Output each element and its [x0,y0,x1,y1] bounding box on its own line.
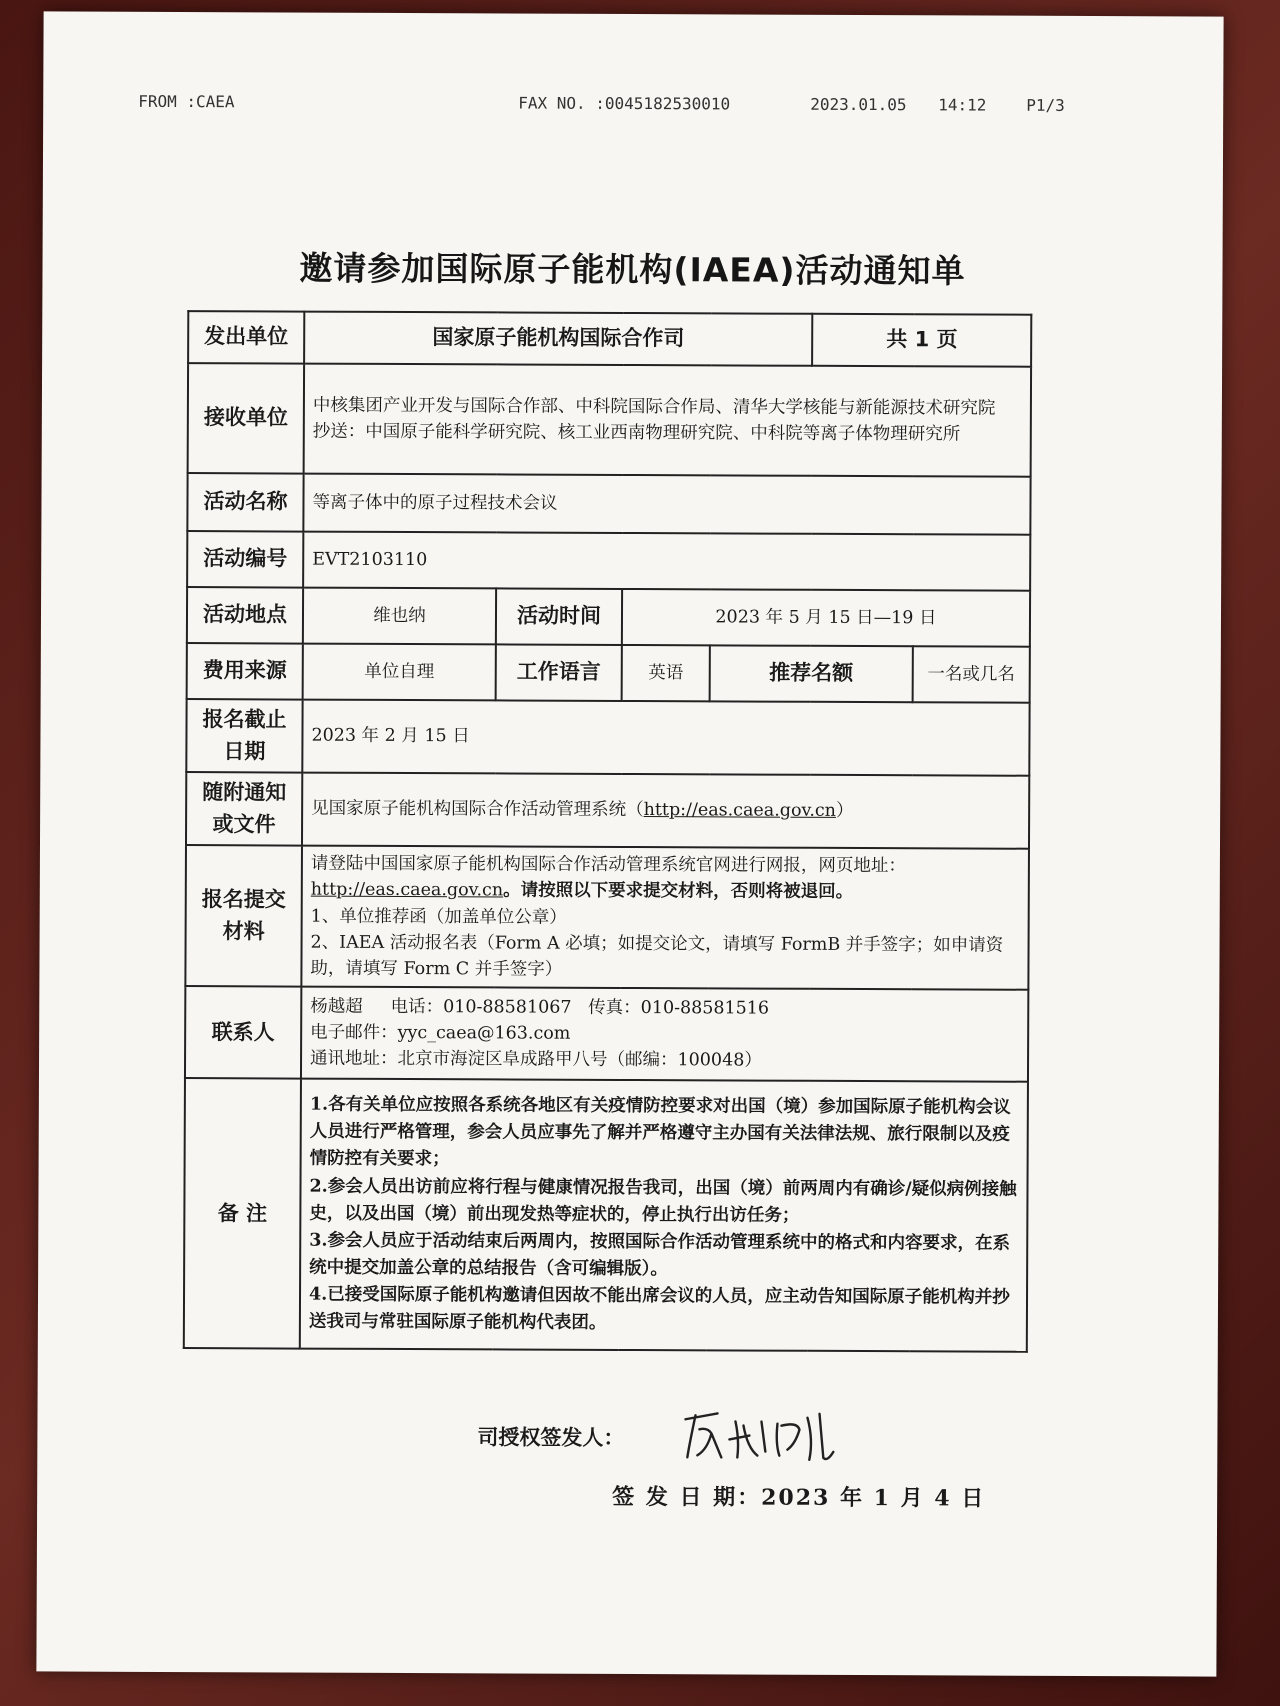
notice-form-table [183,310,1033,1353]
time-label: 活动时间 [496,588,622,645]
issue-date: 签 发 日 期：2023 年 1 月 4 日 [612,1483,986,1512]
remark-item: 4.已接受国际原子能机构邀请但因故不能出席会议的人员，应主动告知国际原子能机构并抄送我司与常驻国际原子能机构代表团。 [308,1284,1010,1334]
table-row [184,1078,1028,1352]
issuer-value: 国家原子能机构国际合作司 [304,312,813,366]
attachment-prefix: 见国家原子能机构国际合作活动管理系统（ [311,798,644,821]
recipients-cc: 抄送：中国原子能科学研究院、核工业西南物理研究院、中科院等离子体物理研究所 [312,421,961,445]
remarks-value [300,1079,1028,1352]
contact-value [301,987,1028,1082]
table-row [186,772,1029,849]
location-label: 活动地点 [187,587,303,644]
submission-link[interactable]: http://eas.caea.gov.cn [310,879,504,901]
attachment-suffix: ） [835,801,854,822]
remarks-label: 备 注 [184,1078,301,1349]
table-row [185,986,1028,1082]
fax-number: FAX NO. :0045182530010 [518,93,731,114]
handwritten-signature [677,1399,847,1474]
table-row [187,473,1030,535]
table-row [188,311,1031,367]
contact-phone: 电话：010-88581067 [390,996,572,1018]
deadline-value: 2023 年 2 月 15 日 [302,700,1029,776]
submission-instructions [311,851,1020,907]
language-label: 工作语言 [496,644,622,701]
fax-page: P1/3 [1026,95,1065,115]
submission-item: 2、IAEA 活动报名表（Form A 必填；如提交论文，请填写 FormB 并手签字；如申请资助，请填写 Form C 并手签字） [310,932,1004,980]
contact-fax: 传真：010-88581516 [588,997,770,1019]
contact-label: 联系人 [185,986,301,1079]
event-code-label: 活动编号 [187,531,303,588]
table-row [187,587,1030,647]
quota-value: 一名或几名 [912,646,1029,703]
event-name-value: 等离子体中的原子过程技术会议 [303,474,1030,535]
issuer-label: 发出单位 [188,311,304,364]
table-row [186,699,1029,776]
fax-time: 14:12 [938,95,987,115]
fax-from: FROM :CAEA [138,91,235,112]
quota-label: 推荐名额 [710,645,913,702]
recipients-main: 中核集团产业开发与国际合作部、中科院国际合作局、清华大学核能与新能源技术研究院 [312,395,996,419]
submission-value [301,846,1029,990]
remark-item: 2.参会人员出访前应将行程与健康情况报告我司，出国（境）前两周内有确诊/疑似病例接触史，以及出国（境）前出现发热等症状的，停止执行出访任务； [309,1176,1017,1226]
signatory-label: 司授权签发人： [477,1425,625,1450]
table-row [187,531,1030,591]
fax-header [98,82,1168,127]
table-row [188,363,1031,477]
submission-warning: 。请按照以下要求提交材料，否则将被退回。 [503,880,854,903]
event-code-value: EVT2103110 [303,532,1030,591]
contact-email: 电子邮件：yyc_caea@163.com [310,1022,571,1044]
deadline-label: 报名截止日期 [186,699,302,773]
attachment-link[interactable]: http://eas.caea.gov.cn [643,800,837,822]
recipients-label: 接收单位 [188,363,304,474]
contact-line [310,993,1019,1022]
remark-item: 1.各有关单位应按照各系统各地区有关疫情防控要求对出国（境）参加国际原子能机构会议人员进行严格管理，参会人员应事先了解并严格遵守主办国有关法律法规、旅行限制以及疫情防控有关要求； [309,1094,1011,1170]
remark-item: 3.参会人员应于活动结束后两周内，按照国际合作活动管理系统中的格式和内容要求，在系统中提交加盖公章的总结报告（含可编辑版）。 [309,1230,1011,1280]
submission-label: 报名提交材料 [185,845,302,987]
funding-value: 单位自理 [303,644,496,701]
table-row [185,845,1029,990]
attachment-label: 随附通知或文件 [186,772,302,846]
language-value: 英语 [622,645,710,701]
attachment-value [302,773,1029,849]
recipients-value [304,364,1031,477]
contact-address: 通讯地址：北京市海淀区阜成路甲八号（邮编：100048） [310,1048,762,1071]
contact-name: 杨越超 [310,996,363,1017]
document-title: 邀请参加国际原子能机构(IAEA)活动通知单 [299,248,966,291]
time-value: 2023 年 5 月 15 日—19 日 [622,589,1030,647]
table-row [187,643,1030,703]
page-count: 共 1 页 [813,314,1032,367]
fax-document [36,11,1223,1676]
submission-item: 1、单位推荐函（加盖单位公章） [310,906,567,928]
funding-label: 费用来源 [187,643,303,700]
event-name-label: 活动名称 [187,473,303,532]
location-value: 维也纳 [303,588,496,645]
submission-intro: 请登陆中国国家原子能机构国际合作活动管理系统官网进行网报，网页地址： [310,853,906,877]
fax-date: 2023.01.05 [810,94,907,115]
